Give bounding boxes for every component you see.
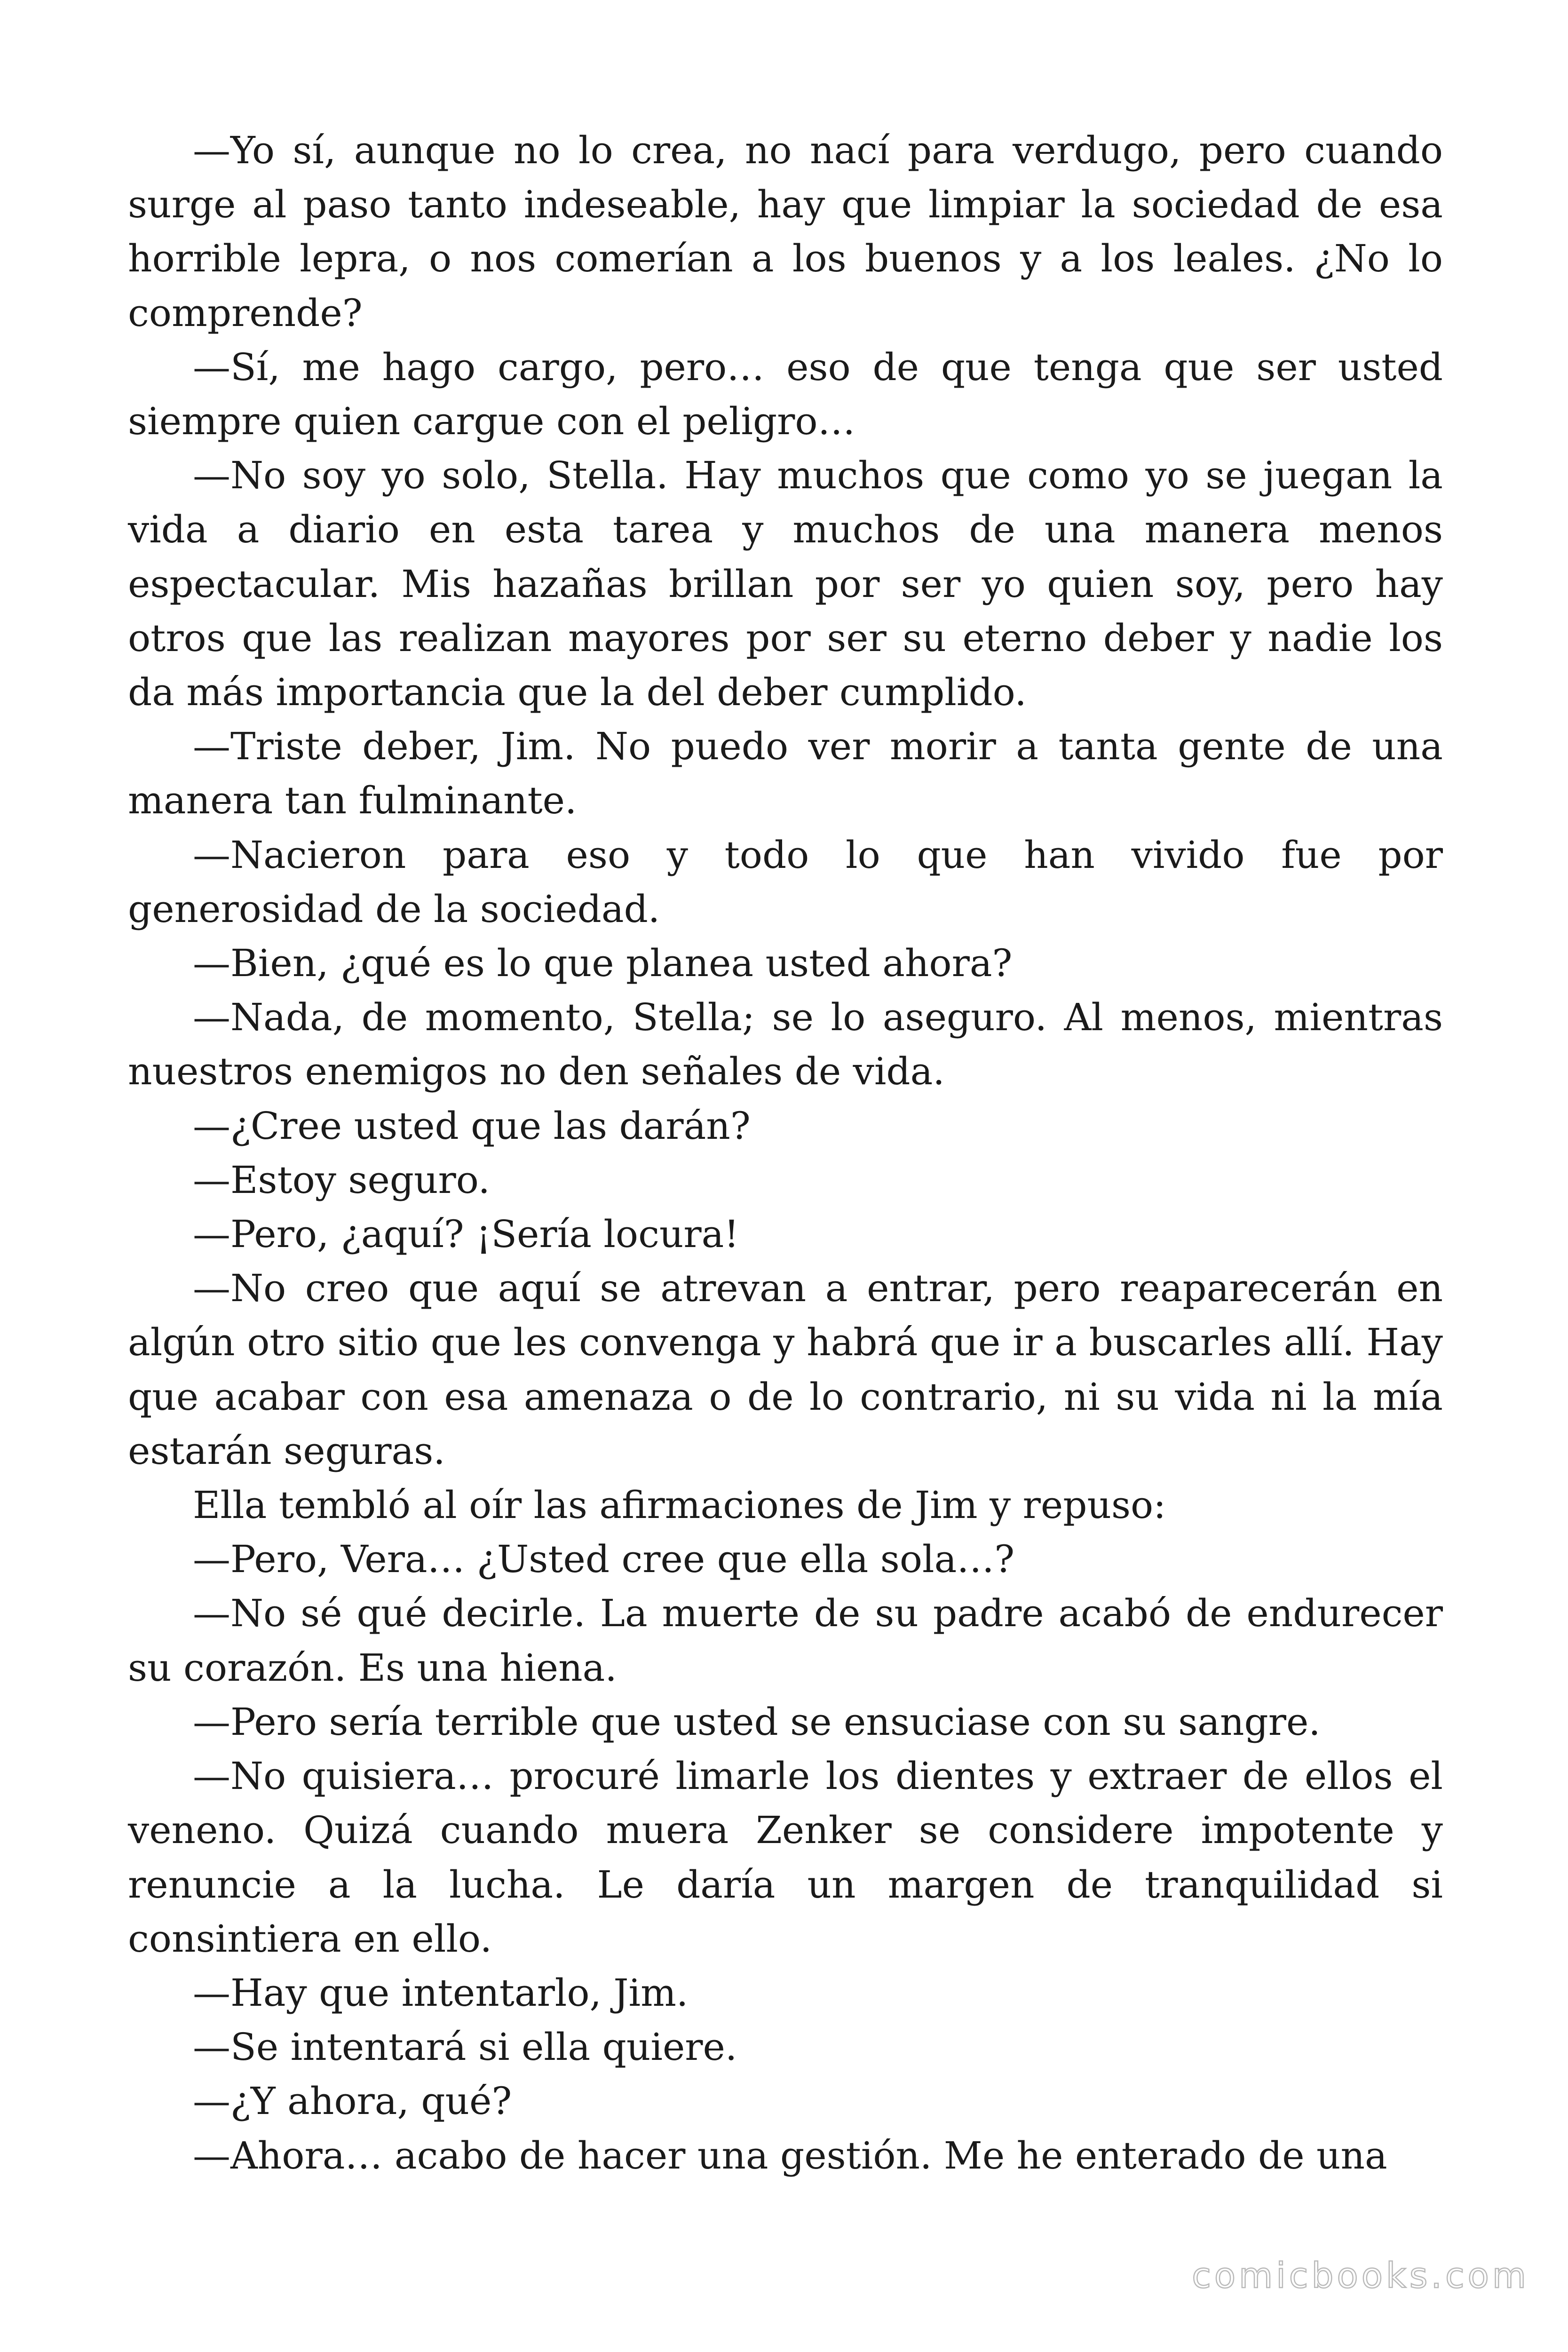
paragraph-12: Ella tembló al oír las afirmaciones de Jim y repuso: xyxy=(193,1483,1166,1527)
paragraph-2: —Sí, me hago cargo, pero… eso de que tenga que ser usted siempre quien cargue con el peligro… xyxy=(128,345,1443,444)
paragraph-20: —Ahora… acabo de hacer una gestión. Me he enterado de una xyxy=(193,2133,1387,2177)
paragraph-16: —No quisiera… procuré limarle los dientes y extraer de ellos el veneno. Quizá cuando muera Zenker se considere impotente y renuncie a la lucha. Le daría un margen de tranquilidad si consintiera en ello. xyxy=(128,1754,1443,1961)
paragraph-6: —Bien, ¿qué es lo que planea usted ahora? xyxy=(193,941,1013,985)
paragraph-8: —¿Cree usted que las darán? xyxy=(193,1104,751,1148)
paragraph-19: —¿Y ahora, qué? xyxy=(193,2079,512,2123)
paragraph-18: —Se intentará si ella quiere. xyxy=(193,2025,737,2069)
paragraph-17: —Hay que intentarlo, Jim. xyxy=(193,1971,689,2015)
paragraph-10: —Pero, ¿aquí? ¡Sería locura! xyxy=(193,1212,739,1256)
paragraph-14: —No sé qué decirle. La muerte de su padre acabó de endurecer su corazón. Es una hiena. xyxy=(128,1591,1443,1690)
watermark: comicbooks.com xyxy=(1192,2256,1529,2296)
paragraph-11: —No creo que aquí se atrevan a entrar, pero reaparecerán en algún otro sitio que les convenga y habrá que ir a buscarles allí. Hay que acabar con esa amenaza o de lo contrario, ni su vida ni la mía estarán seguras. xyxy=(128,1266,1443,1473)
paragraph-4: —Triste deber, Jim. No puedo ver morir a tanta gente de una manera tan fulminante. xyxy=(128,724,1443,823)
paragraph-9: —Estoy seguro. xyxy=(193,1158,490,1202)
paragraph-15: —Pero sería terrible que usted se ensuciase con su sangre. xyxy=(193,1700,1321,1744)
page-text xyxy=(128,123,1443,2183)
paragraph-3: —No soy yo solo, Stella. Hay muchos que como yo se juegan la vida a diario en esta tarea y muchos de una manera menos espectacular. Mis hazañas brillan por ser yo quien soy, pero hay otros que las realizan mayores por ser su eterno deber y nadie los da más importancia que la del deber cumplido. xyxy=(128,453,1443,715)
paragraph-7: —Nada, de momento, Stella; se lo aseguro. Al menos, mientras nuestros enemigos no den señales de vida. xyxy=(128,995,1443,1094)
paragraph-13: —Pero, Vera… ¿Usted cree que ella sola…? xyxy=(193,1537,1015,1581)
paragraph-1: —Yo sí, aunque no lo crea, no nací para verdugo, pero cuando surge al paso tanto indeseable, hay que limpiar la sociedad de esa horrible lepra, o nos comerían a los buenos y a los leales. ¿No lo comprende? xyxy=(128,128,1443,335)
paragraph-5: —Nacieron para eso y todo lo que han vivido fue por generosidad de la sociedad. xyxy=(128,833,1443,931)
